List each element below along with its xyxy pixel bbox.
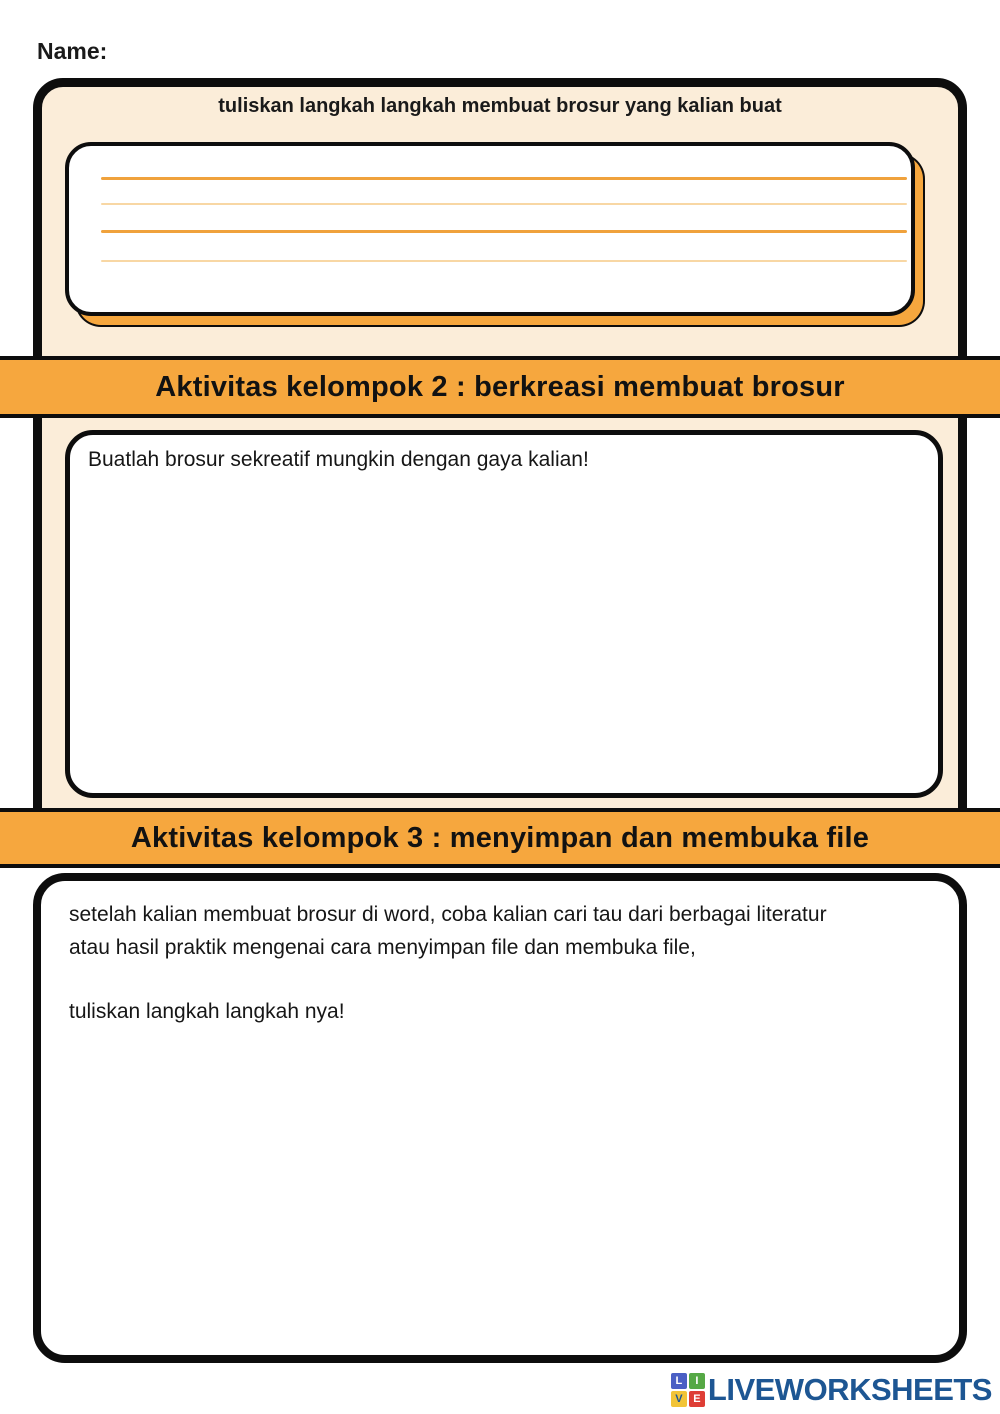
activity1-title: tuliskan langkah langkah membuat brosur yang kalian buat xyxy=(218,95,782,117)
activity3-answer-box[interactable] xyxy=(33,873,967,1363)
logo-square-l: L xyxy=(671,1373,687,1389)
banner-aktivitas-kelompok-2-label: Aktivitas kelompok 2 : berkreasi membuat brosur xyxy=(155,370,845,403)
writing-line xyxy=(101,177,907,180)
writing-line xyxy=(101,260,907,262)
liveworksheets-logo xyxy=(671,1372,992,1408)
logo-square-v: V xyxy=(671,1391,687,1407)
banner-aktivitas-kelompok-2 xyxy=(0,356,1000,418)
banner-aktivitas-kelompok-3-label: Aktivitas kelompok 3 : menyimpan dan membuka file xyxy=(130,821,870,854)
liveworksheets-logo-icon xyxy=(671,1373,705,1407)
name-label: Name: xyxy=(37,38,108,64)
activity2-instruction: Buatlah brosur sekreatif mungkin dengan gaya kalian! xyxy=(88,448,589,471)
activity3-instruction-line1: setelah kalian membuat brosur di word, coba kalian cari tau dari berbagai literatur xyxy=(69,903,827,926)
activity3-instruction-line2: atau hasil praktik mengenai cara menyimpan file dan membuka file, xyxy=(69,935,696,959)
writing-line xyxy=(101,203,907,205)
activity1-answer-box[interactable] xyxy=(65,142,915,316)
logo-square-i: I xyxy=(689,1373,705,1389)
blank-line xyxy=(69,964,931,996)
activity3-instruction-line3: tuliskan langkah langkah nya! xyxy=(69,1000,345,1024)
banner-aktivitas-kelompok-3 xyxy=(0,808,1000,868)
activity2-answer-box[interactable] xyxy=(65,430,943,798)
logo-square-e: E xyxy=(689,1391,705,1407)
writing-line xyxy=(101,230,907,233)
liveworksheets-logo-text: LIVEWORKSHEETS xyxy=(707,1372,992,1407)
